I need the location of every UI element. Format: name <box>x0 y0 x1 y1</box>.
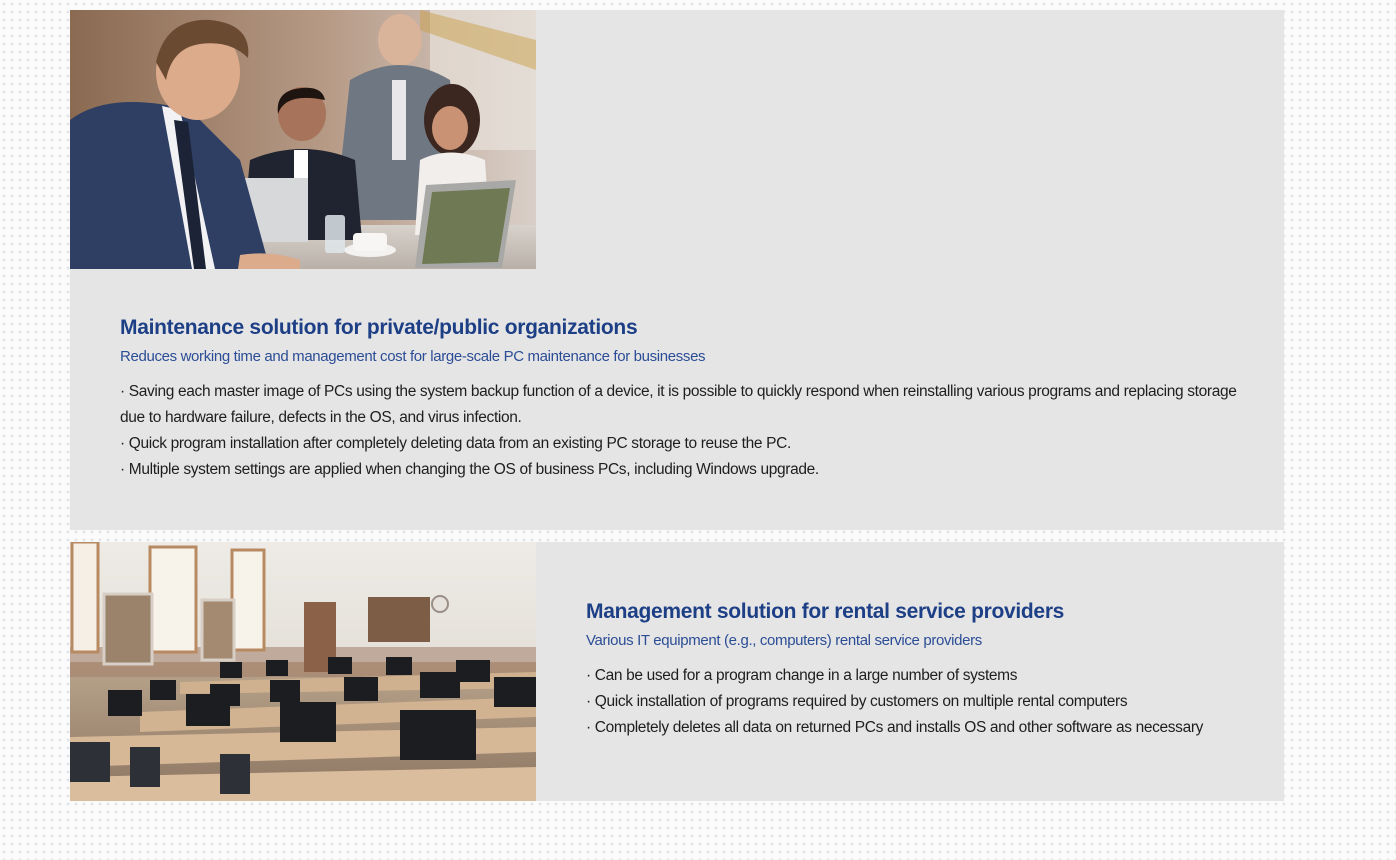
section-subtitle: Various IT equipment (e.g., computers) rental service providers <box>586 632 982 649</box>
list-item: · Completely deletes all data on returned PCs and installs OS and other software as necessary <box>586 719 1204 736</box>
list-item: · Multiple system settings are applied when changing the OS of business PCs, including Windows upgrade. <box>120 461 819 478</box>
business-meeting-photo <box>70 10 536 269</box>
feature-list <box>586 663 1266 741</box>
maintenance-solution-text <box>120 316 1260 483</box>
list-item: · Quick installation of programs required by customers on multiple rental computers <box>586 693 1128 710</box>
rental-solution-text <box>586 600 1266 741</box>
rental-solution-card <box>70 542 1284 801</box>
computer-lab-photo <box>70 542 536 801</box>
list-item: · Quick program installation after completely deleting data from an existing PC storage to reuse the PC. <box>120 435 791 452</box>
list-item: · Saving each master image of PCs using the system backup function of a device, it is possible to quickly respond when reinstalling various programs and replacing storage due to hardware failure, defects in the OS, and virus infection. <box>120 383 1237 426</box>
list-item: · Can be used for a program change in a large number of systems <box>586 667 1018 684</box>
maintenance-solution-card <box>70 10 1284 530</box>
section-subtitle: Reduces working time and management cost for large-scale PC maintenance for businesses <box>120 348 706 365</box>
section-title: Management solution for rental service providers <box>586 600 1065 623</box>
section-title: Maintenance solution for private/public organizations <box>120 316 638 339</box>
feature-list <box>120 379 1260 483</box>
